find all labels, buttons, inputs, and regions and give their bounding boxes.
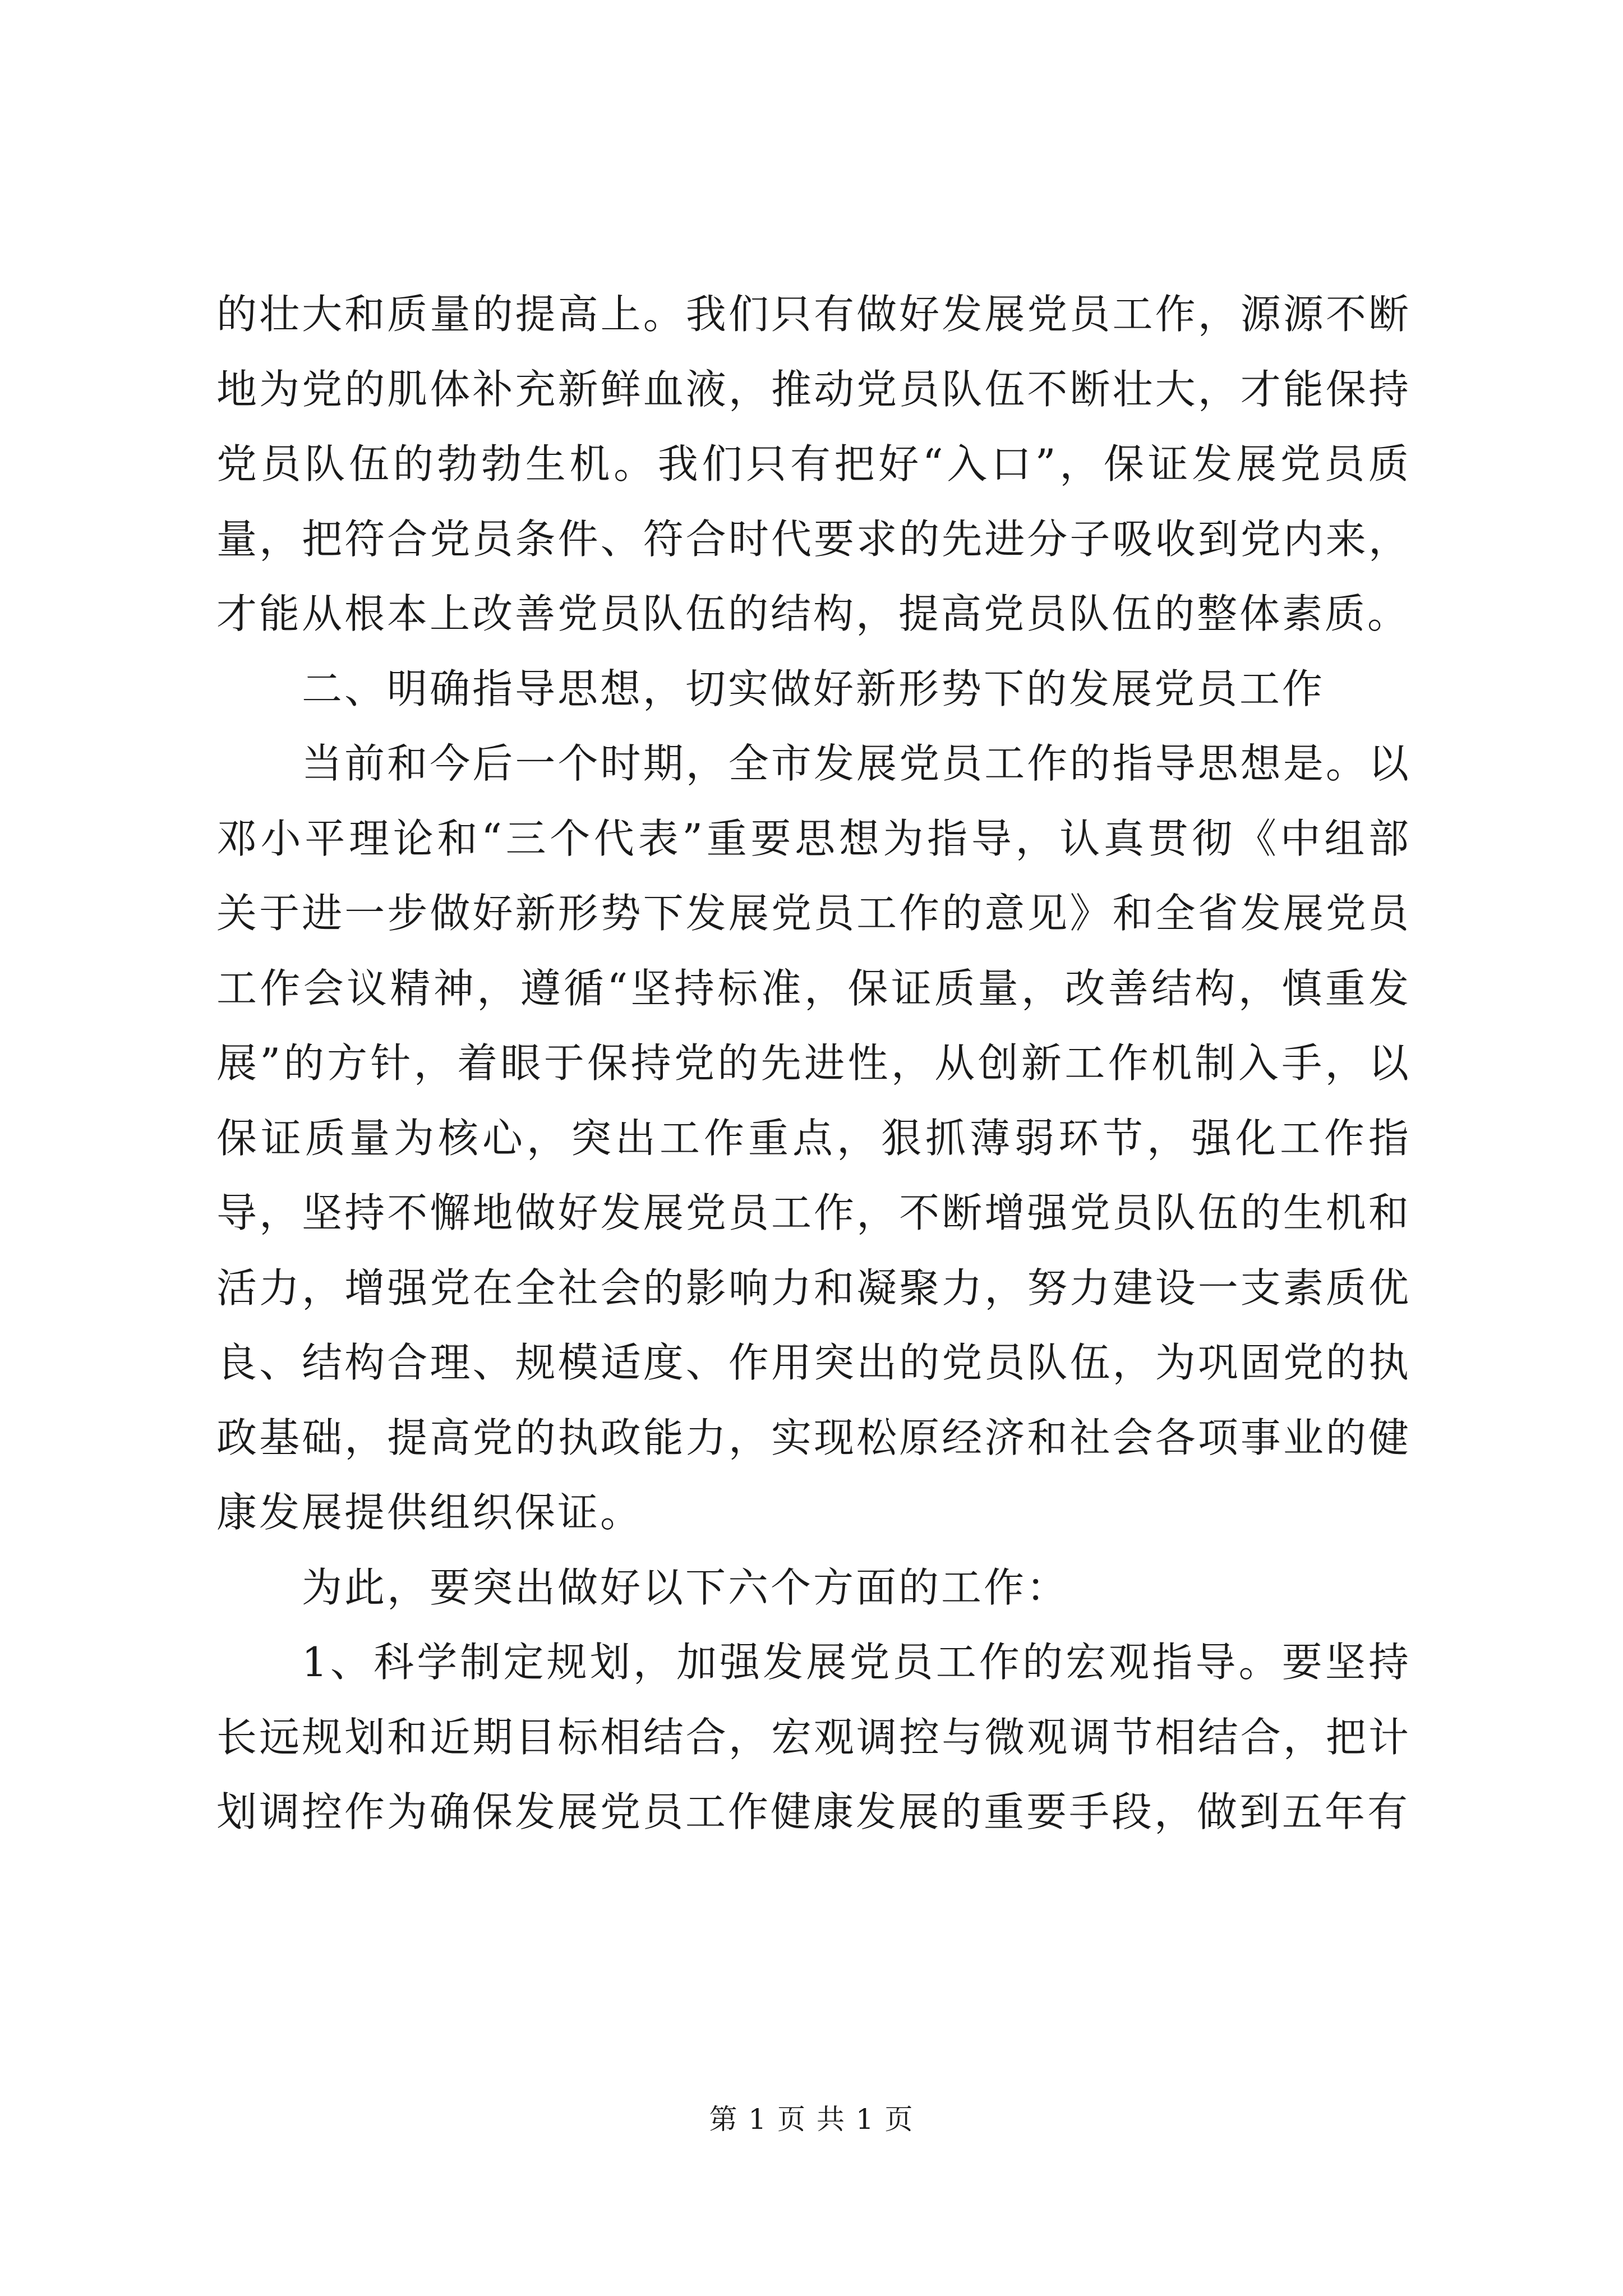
paragraph-item-1: 1、科学制定规划，加强发展党员工作的宏观指导。要坚持长远规划和近期目标相结合，宏观调控与微观调节相结合，把计划调控作为确保发展党员工作健康发展的重要手段，做到五年有 [216, 1639, 1411, 1835]
paragraph-guiding-ideology: 当前和今后一个时期，全市发展党员工作的指导思想是。以邓小平理论和“三个代表”重要思想为指导，认真贯彻《中组部关于进一步做好新形势下发展党员工作的意见》和全省发展党员工作会议精神，遵循“坚持标准，保证质量，改善结构，慎重发展”的方针，着眼于保持党的先进性，从创新工作机制入手，以保证质量为核心，突出工作重点，狠抓薄弱环节，强化工作指导，坚持不懈地做好发展党员工作，不断增强党员队伍的生机和活力，增强党在全社会的影响力和凝聚力，努力建设一支素质优良、结构合理、规模适度、作用突出的党员队伍，为巩固党的执政基础，提高党的执政能力，实现松原经济和社会各项事业的健康发展提供组织保证。 [216, 740, 1411, 1536]
paragraph-intro-six-aspects: 为此，要突出做好以下六个方面的工作： [302, 1563, 1069, 1611]
paragraph-continuation: 的壮大和质量的提高上。我们只有做好发展党员工作，源源不断地为党的肌体补充新鲜血液，推动党员队伍不断壮大，才能保持党员队伍的勃勃生机。我们只有把好“入口”，保证发展党员质量，把符合党员条件、符合时代要求的先进分子吸收到党内来，才能从根本上改善党员队伍的结构，提高党员队伍的整体素质。 [216, 291, 1411, 637]
page-footer: 第 1 页 共 1 页 [709, 2103, 914, 2136]
document-body [216, 277, 1411, 1850]
section-heading: 二、明确指导思想，切实做好新形势下的发展党员工作 [302, 665, 1325, 712]
